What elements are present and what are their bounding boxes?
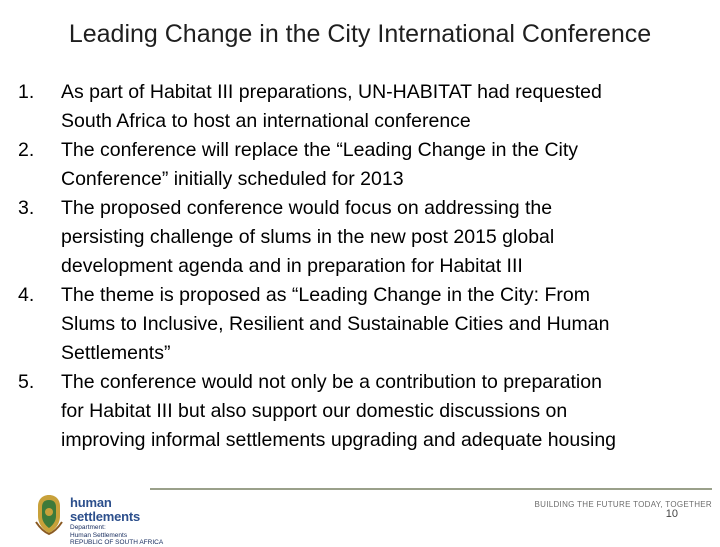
slide-number: 10	[665, 508, 678, 520]
list-text-line: for Habitat III but also support our domestic discussions on	[61, 400, 568, 422]
list-text	[61, 78, 708, 136]
list-text-line: Settlements”	[61, 342, 171, 364]
list-text-line: improving informal settlements upgrading and adequate housing	[61, 429, 617, 451]
list-item	[18, 281, 708, 368]
list-item	[18, 194, 708, 281]
list-text-line: development agenda and in preparation for Habitat III	[61, 255, 523, 277]
list-text-line: The conference will replace the “Leading Change in the City	[61, 139, 579, 161]
list-number: 3.	[18, 197, 35, 219]
list-text-line: South Africa to host an international conference	[61, 110, 471, 132]
list-number: 1.	[18, 81, 35, 103]
list-text-line: The conference would not only be a contribution to preparation	[61, 371, 602, 393]
list-item	[18, 368, 708, 455]
footer-divider	[150, 488, 712, 490]
list-text	[61, 136, 708, 194]
logo-sub-line: REPUBLIC OF SOUTH AFRICA	[70, 539, 164, 546]
list-text	[61, 368, 708, 455]
list-text	[61, 281, 708, 368]
slide-title: Leading Change in the City International Conference	[68, 20, 652, 48]
coat-of-arms-icon	[30, 492, 68, 536]
footer-tagline: BUILDING THE FUTURE TODAY, TOGETHER	[534, 500, 712, 509]
logo-main: human settlements	[70, 495, 141, 524]
list-number: 2.	[18, 139, 35, 161]
logo-sub-line: Department:	[70, 524, 106, 531]
list-text-line: As part of Habitat III preparations, UN-HABITAT had requested	[61, 81, 602, 103]
list-text-line: Slums to Inclusive, Resilient and Sustainable Cities and Human	[61, 313, 610, 335]
list-item	[18, 78, 708, 136]
list-item	[18, 136, 708, 194]
list-text	[61, 194, 708, 281]
list-text-line: persisting challenge of slums in the new post 2015 global	[61, 226, 555, 248]
department-logo	[70, 496, 180, 547]
point-list	[18, 78, 708, 455]
list-number: 5.	[18, 371, 35, 393]
list-text-line: Conference” initially scheduled for 2013	[61, 168, 404, 190]
list-text-line: The proposed conference would focus on addressing the	[61, 197, 553, 219]
list-text-line: The theme is proposed as “Leading Change in the City: From	[61, 284, 590, 306]
logo-sub-line: Human Settlements	[70, 531, 128, 539]
list-number: 4.	[18, 284, 35, 306]
